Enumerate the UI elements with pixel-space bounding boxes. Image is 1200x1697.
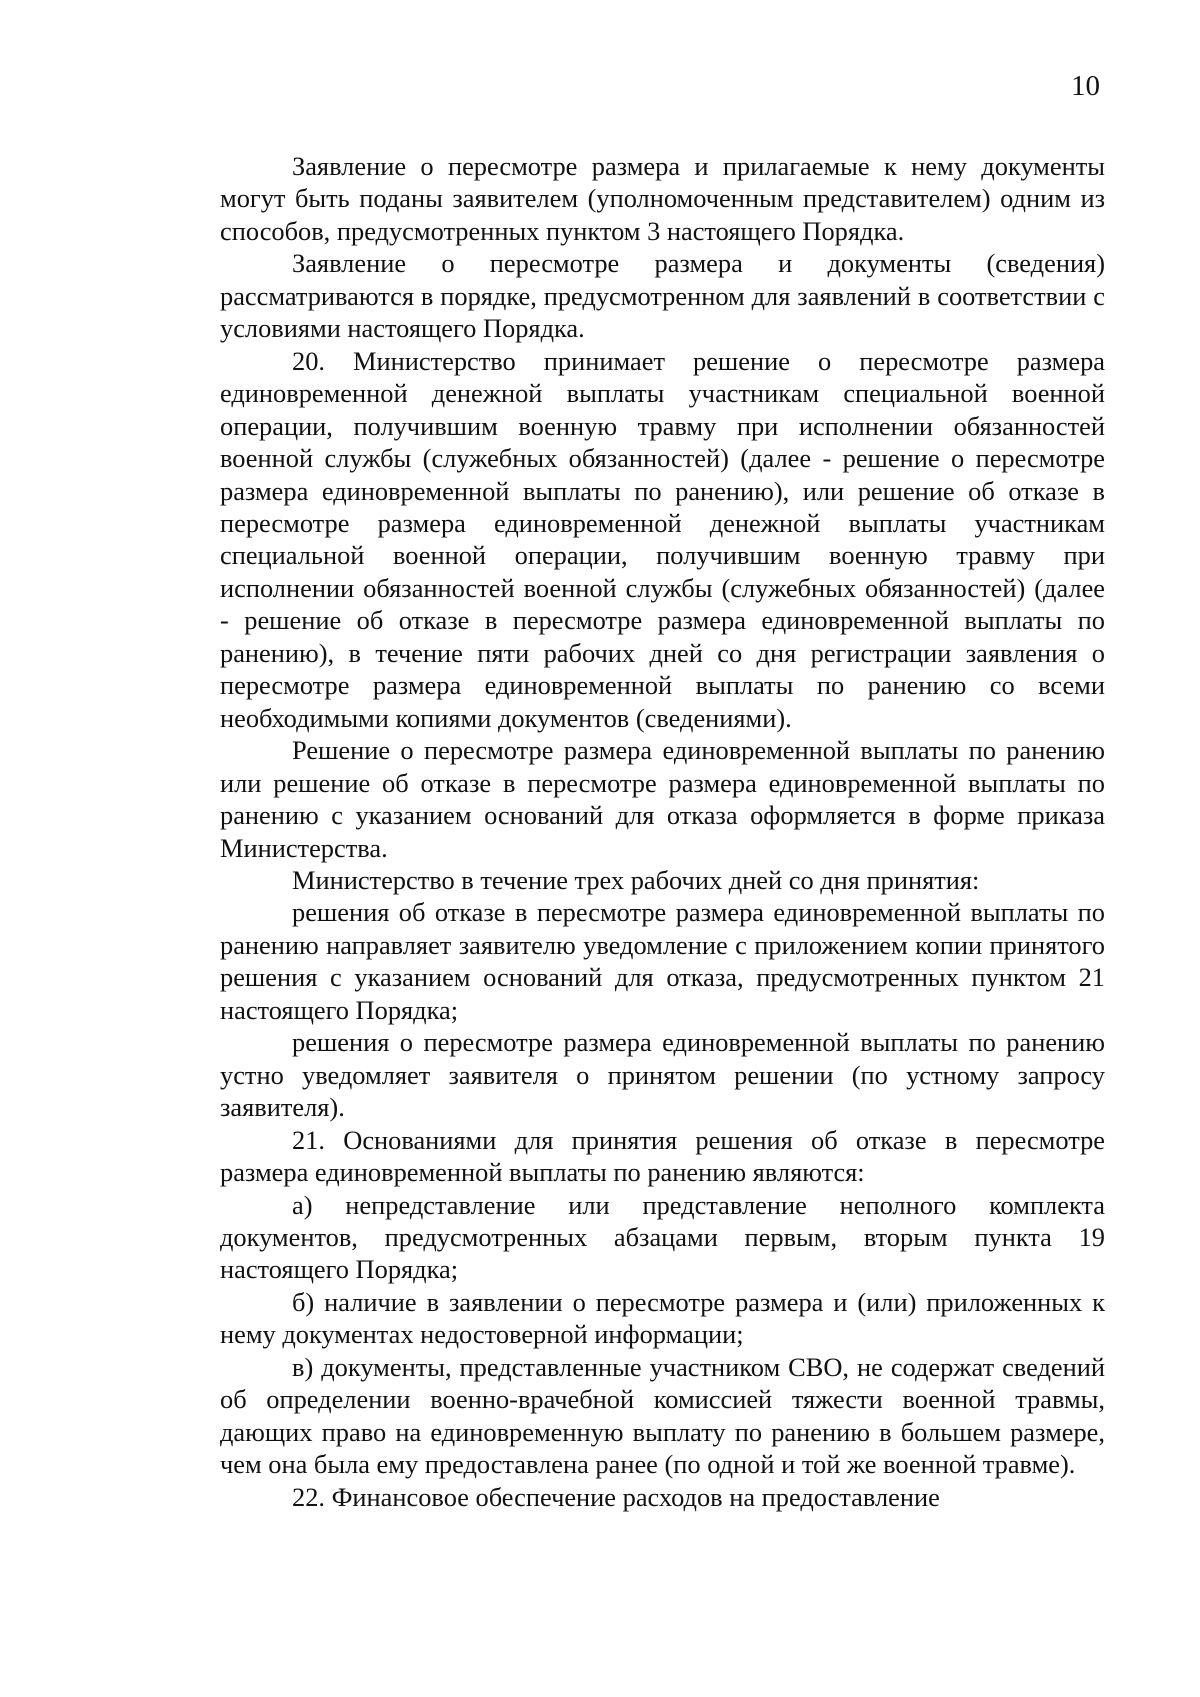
document-body — [220, 150, 1105, 1513]
paragraph-item-21-grounds: 21. Основаниями для принятия решения об отказе в пересмотре размера единовременной выплаты по ранению являются: — [220, 1124, 1105, 1188]
list-item-v: в) документы, представленные участником СВО, не содержат сведений об определении военно-врачебной комиссией тяжести военной травмы, дающих право на единовременную выплату по ранению в большем размере, чем она была ему предоставлена ранее (по одной и той же военной травме). — [220, 1351, 1105, 1480]
paragraph-oral-notification: решения о пересмотре размера единовременной выплаты по ранению устно уведомляет заявителя о принятом решении (по устному запросу заявителя). — [220, 1027, 1105, 1123]
paragraph-item-22-financing: 22. Финансовое обеспечение расходов на предоставление — [292, 1481, 940, 1512]
paragraph-application-review: Заявление о пересмотре размера и документы (сведения) рассматриваются в порядке, предусмотренном для заявлений в соответствии с условиями настоящего Порядка. — [220, 248, 1105, 344]
paragraph-refusal-notification: решения об отказе в пересмотре размера единовременной выплаты по ранению направляет заявителю уведомление с приложением копии принятого решения с указанием оснований для отказа, предусмотренных пунктом 21 настоящего Порядка; — [220, 897, 1105, 1025]
page-number: 10 — [1071, 70, 1100, 102]
paragraph-application-submission: Заявление о пересмотре размера и прилагаемые к нему документы могут быть поданы заявителем (уполномоченным представителем) одним из способов, предусмотренных пунктом 3 настоящего Порядка. — [220, 151, 1105, 246]
paragraph-item-20-decision: 20. Министерство принимает решение о пересмотре размера единовременной денежной выплаты участникам специальной военной операции, получившим военную травму при исполнении обязанностей военной службы (служебных обязанностей) (далее - решение о пересмотре размера единовременной выплаты по ранению), или решение об отказе в пересмотре размера единовременной денежной выплаты участникам специальной военной операции, получившим военную травму при исполнении обязанностей военной службы (служебных обязанностей) (далее - решение об отказе в пересмотре размера единовременной выплаты по ранению), в течение пяти рабочих дней со дня регистрации заявления о пересмотре размера единовременной выплаты по ранению со всеми необходимыми копиями документов (сведениями). — [220, 345, 1105, 733]
list-item-a: а) непредставление или представление неполного комплекта документов, предусмотренных абзацами первым, вторым пункта 19 настоящего Порядка; — [220, 1189, 1105, 1285]
paragraph-decision-order: Решение о пересмотре размера единовременной выплаты по ранению или решение об отказе в пересмотре размера единовременной выплаты по ранению с указанием оснований для отказа оформляется в форме приказа Министерства. — [220, 735, 1105, 863]
list-item-b: б) наличие в заявлении о пересмотре размера и (или) приложенных к нему документах недостоверной информации; — [220, 1286, 1105, 1350]
paragraph-notification-term: Министерство в течение трех рабочих дней со дня принятия: — [292, 864, 980, 895]
